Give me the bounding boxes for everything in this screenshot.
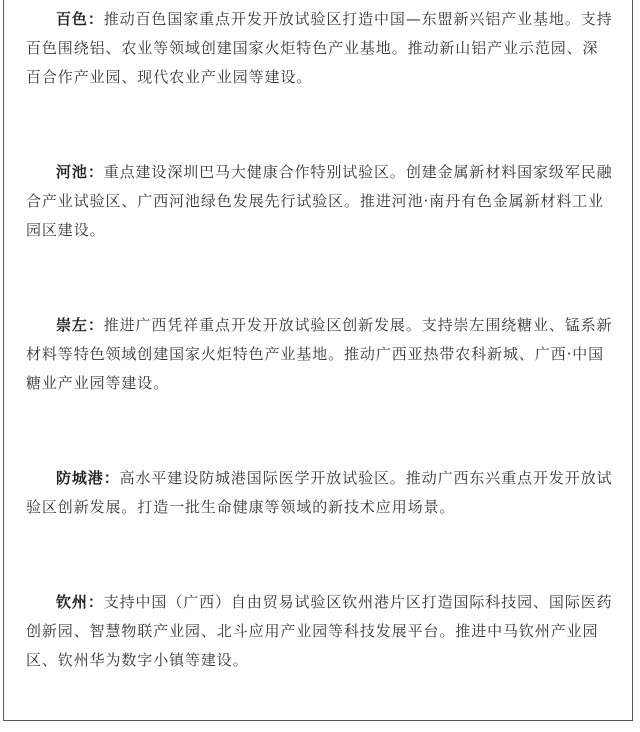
section-text-fangchenggang: 高水平建设防城港国际医学开放试验区。推动广西东兴重点开发开放试验区创新发展。打造一批生命健康等领域的新技术应用场景。: [26, 469, 613, 516]
section-chongzuo: [26, 311, 614, 398]
section-baise: [26, 5, 614, 92]
section-name-qinzhou: 钦州: [56, 593, 88, 611]
section-separator: ：: [87, 316, 104, 334]
section-separator: ：: [87, 593, 104, 611]
section-name-chongzuo: 崇左: [56, 316, 88, 334]
section-hechi: [26, 158, 614, 245]
section-text-chongzuo: 推进广西凭祥重点开发开放试验区创新发展。支持崇左围绕糖业、锰系新材料等特色领域创建国家火炬特色产业基地。推动广西亚热带农科新城、广西·中国糖业产业园等建设。: [26, 316, 613, 392]
section-text-hechi: 重点建设深圳巴马大健康合作特别试验区。创建金属新材料国家级军民融合产业试验区、广西河池绿色发展先行试验区。推进河池·南丹有色金属新材料工业园区建设。: [26, 163, 613, 239]
section-separator: ：: [87, 10, 104, 28]
section-fangchenggang: [26, 464, 614, 522]
section-separator: ：: [103, 469, 120, 487]
section-qinzhou: [26, 588, 614, 675]
section-name-fangchenggang: 防城港: [56, 469, 104, 487]
section-separator: ：: [87, 163, 104, 181]
section-name-hechi: 河池: [56, 163, 88, 181]
section-text-baise: 推动百色国家重点开发开放试验区打造中国—东盟新兴铝产业基地。支持百色围绕铝、农业等领域创建国家火炬特色产业基地。推动新山铝产业示范园、深百合作产业园、现代农业产业园等建设。: [26, 10, 613, 86]
section-text-qinzhou: 支持中国（广西）自由贸易试验区钦州港片区打造国际科技园、国际医药创新园、智慧物联产业园、北斗应用产业园等科技发展平台。推进中马钦州产业园区、钦州华为数字小镇等建设。: [26, 593, 613, 669]
section-name-baise: 百色: [56, 10, 88, 28]
